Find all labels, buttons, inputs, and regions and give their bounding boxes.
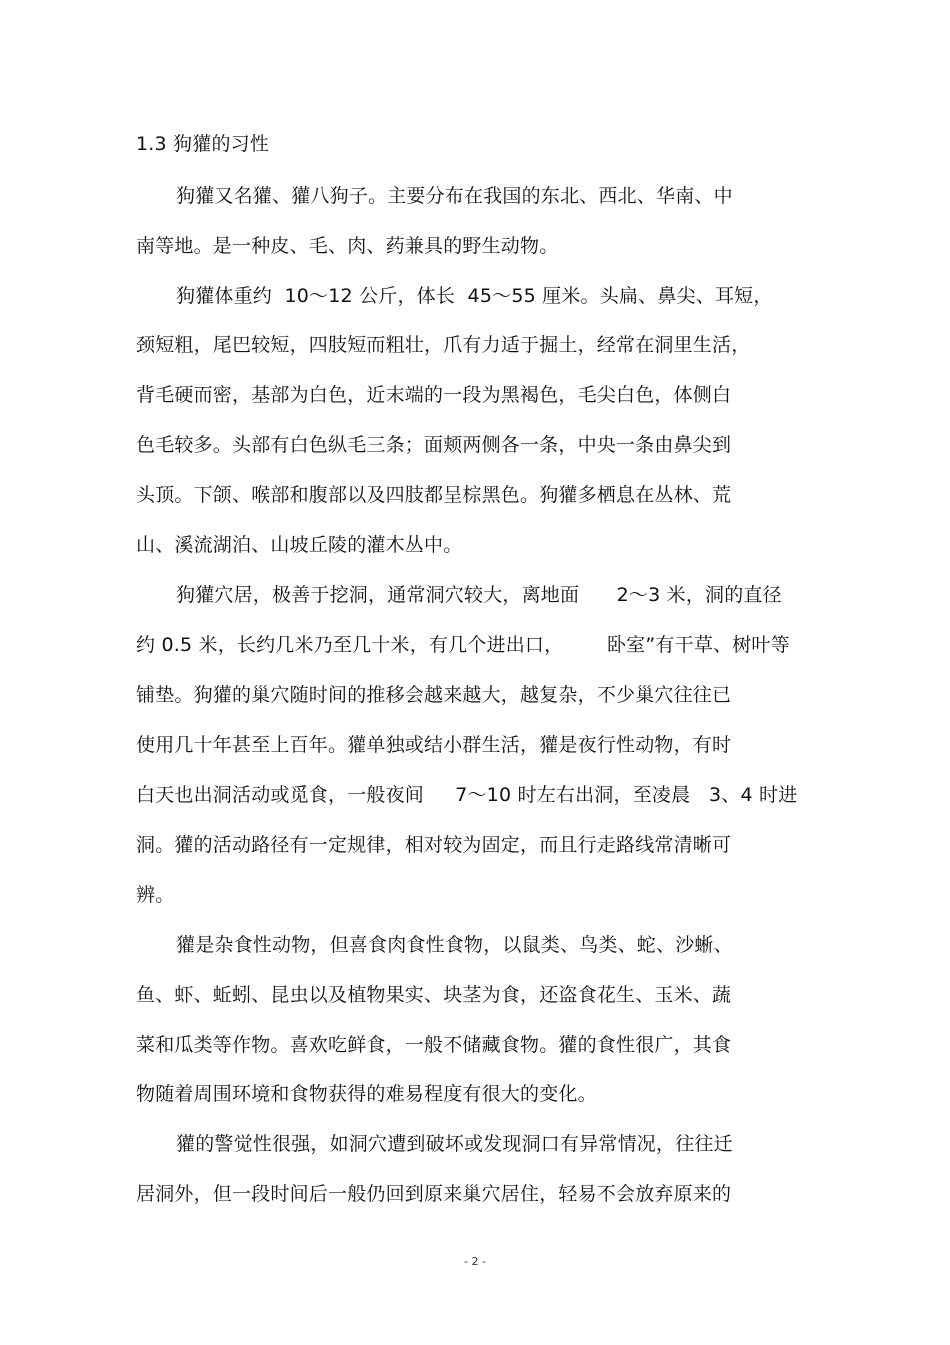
paragraph-2-line-5: 头顶。下颌、喉部和腹部以及四肢都呈棕黑色。狗獾多栖息在丛林、荒: [136, 484, 732, 506]
paragraph-1-line-1: 狗獾又名獾、獾八狗子。主要分布在我国的东北、西北、华南、中: [176, 185, 733, 207]
paragraph-4-line-4: 物随着周围环境和食物获得的难易程度有很大的变化。: [136, 1083, 597, 1105]
paragraph-2-line-1: 狗獾体重约 10～12 公斤，体长 45～55 厘米。头扁、鼻尖、耳短，: [176, 285, 773, 307]
paragraph-5-line-1: 獾的警觉性很强，如洞穴遭到破坏或发现洞口有异常情况，往往迁: [176, 1133, 733, 1155]
section-heading: 1.3 狗獾的习性: [136, 133, 270, 155]
page-number: - 2 -: [464, 1255, 486, 1268]
paragraph-2-line-3: 背毛硬而密，基部为白色，近末端的一段为黑褐色，毛尖白色，体侧白: [136, 384, 732, 406]
paragraph-4-line-2: 鱼、虾、蚯蚓、昆虫以及植物果实、块茎为食，还盗食花生、玉米、蔬: [136, 984, 732, 1006]
paragraph-3-line-3: 铺垫。狗獾的巢穴随时间的推移会越来越大，越复杂，不少巢穴往往已: [136, 684, 732, 706]
paragraph-4-line-3: 菜和瓜类等作物。喜欢吃鲜食，一般不储藏食物。獾的食性很广，其食: [136, 1034, 732, 1056]
paragraph-3-line-5: 白天也出洞活动或觅食，一般夜间 7～10 时左右出洞，至凌晨 3、4 时进: [136, 784, 798, 806]
paragraph-2-line-6: 山、溪流湖泊、山坡丘陵的灌木丛中。: [136, 534, 463, 556]
paragraph-3-line-1: 狗獾穴居，极善于挖洞，通常洞穴较大，离地面 2～3 米，洞的直径: [176, 584, 782, 606]
paragraph-3-line-7: 辨。: [136, 884, 175, 906]
paragraph-4-line-1: 獾是杂食性动物，但喜食肉食性食物，以鼠类、鸟类、蛇、沙蜥、: [176, 934, 733, 956]
paragraph-5-line-2: 居洞外，但一段时间后一般仍回到原来巢穴居住，轻易不会放弃原来的: [136, 1183, 732, 1205]
paragraph-1-line-2: 南等地。是一种皮、毛、肉、药兼具的野生动物。: [136, 235, 559, 257]
paragraph-2-line-4: 色毛较多。头部有白色纵毛三条；面颊两侧各一条，中央一条由鼻尖到: [136, 434, 732, 456]
paragraph-3-line-2: 约 0.5 米，长约几米乃至几十米，有几个进出口， 卧室”有干草、树叶等: [136, 634, 790, 656]
paragraph-3-line-6: 洞。獾的活动路径有一定规律，相对较为固定，而且行走路线常清晰可: [136, 834, 732, 856]
paragraph-2-line-2: 颈短粗，尾巴较短，四肢短而粗壮，爪有力适于掘土，经常在洞里生活，: [136, 334, 751, 356]
paragraph-3-line-4: 使用几十年甚至上百年。獾单独或结小群生活，獾是夜行性动物，有时: [136, 734, 732, 756]
